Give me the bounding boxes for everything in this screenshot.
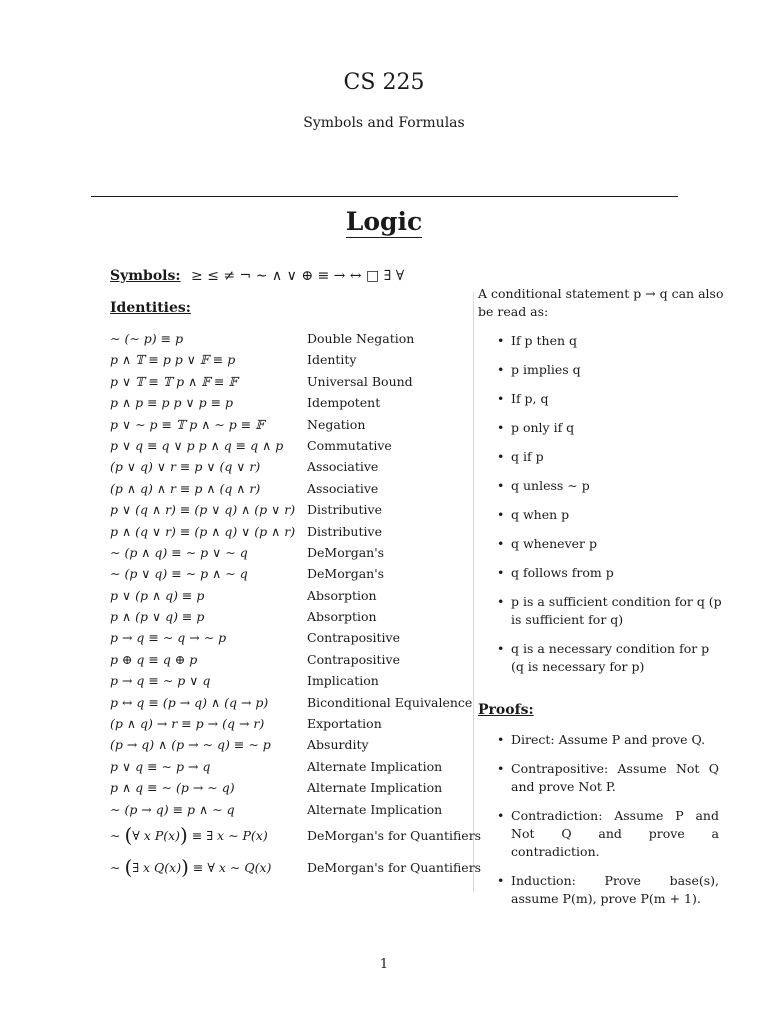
identity-formula: p ∧ (p ∨ q) ≡ p — [110, 609, 205, 625]
section-title-text: Logic — [345, 207, 423, 236]
identity-row — [110, 331, 472, 352]
identity-formula: (p → q) ∧ (p → ∼ q) ≡ ∼ p — [110, 737, 271, 753]
identity-row — [110, 524, 472, 545]
reading-text: p implies q — [511, 362, 581, 377]
symbols-label: Symbols: — [110, 268, 181, 284]
identity-row — [110, 438, 472, 459]
reading-text: If p then q — [511, 333, 578, 348]
negation-symbol: ∼ — [110, 827, 121, 843]
identity-formula: (p ∧ q) ∧ r ≡ p ∧ (q ∧ r) — [110, 480, 261, 496]
bullet: • — [497, 536, 505, 551]
list-item — [497, 731, 719, 749]
identity-name: DeMorgan's for Quantifiers — [307, 859, 482, 875]
negation-symbol: ∼ — [110, 859, 121, 875]
proofs-list — [497, 731, 719, 919]
identity-formula: p ∨ (q ∧ r) ≡ (p ∨ q) ∧ (p ∨ r) — [110, 502, 296, 518]
bullet: • — [497, 565, 505, 580]
page-number: 1 — [379, 957, 389, 972]
identity-name: Distributive — [307, 523, 382, 539]
list-item — [497, 477, 722, 495]
quantifier-formula — [110, 854, 272, 879]
reading-text: q if p — [511, 449, 544, 464]
identity-row — [110, 481, 472, 502]
identity-row — [110, 759, 472, 780]
list-item — [497, 760, 719, 796]
identity-formula: ∼ (p ∧ q) ≡ ∼ p ∨ ∼ q — [110, 544, 248, 560]
bullet: • — [497, 507, 505, 522]
identity-name: Implication — [307, 673, 379, 689]
conditional-readings-list — [497, 332, 722, 687]
identity-formula: p ∨ ∼ p ≡ 𝕋 p ∧ ∼ p ≡ 𝔽 — [110, 416, 265, 432]
identity-name: Absurdity — [307, 737, 369, 753]
proof-text: Induction: Prove base(s), assume P(m), prove P(m + 1). — [511, 873, 719, 906]
identity-name: Associative — [307, 480, 379, 496]
identity-formula: ∼ (p → q) ≡ p ∧ ∼ q — [110, 801, 235, 817]
reading-text: q when p — [511, 507, 570, 522]
reading-text: p is a sufficient condition for q (p is sufficient for q) — [511, 594, 722, 627]
identity-name: Absorption — [307, 609, 377, 625]
quantifier-formula — [110, 822, 268, 847]
identity-row — [110, 609, 472, 630]
identity-name: Negation — [307, 416, 366, 432]
identity-formula: p → q ≡ ∼ p ∨ q — [110, 673, 211, 689]
column-divider — [473, 292, 474, 892]
reading-text: q whenever p — [511, 536, 597, 551]
proof-text: Contradiction: Assume P and Not Q and prove a contradiction. — [511, 808, 719, 859]
bullet: • — [497, 391, 505, 406]
identity-row — [110, 630, 472, 651]
list-item — [497, 390, 722, 408]
bullet: • — [497, 808, 505, 823]
identity-name: Contrapositive — [307, 651, 401, 667]
proofs-heading: Proofs: — [478, 702, 534, 718]
identity-formula: p ∧ p ≡ p p ∨ p ≡ p — [110, 395, 234, 411]
identity-name: Associative — [307, 459, 379, 475]
quantifier-row — [110, 854, 482, 887]
close-paren: ) — [180, 822, 188, 847]
conditional-intro: A conditional statement p → q can also be read as: — [478, 286, 724, 319]
close-paren: ) — [181, 854, 189, 879]
identity-name: DeMorgan's for Quantifiers — [307, 827, 482, 843]
identity-formula: p ∨ q ≡ ∼ p → q — [110, 758, 211, 774]
list-item — [497, 593, 722, 629]
horizontal-rule — [91, 196, 678, 197]
identity-name: Universal Bound — [307, 373, 413, 389]
identity-formula: p ∨ 𝕋 ≡ 𝕋 p ∧ 𝔽 ≡ 𝔽 — [110, 373, 238, 389]
identity-formula: p → q ≡ ∼ q → ∼ p — [110, 630, 227, 646]
identities-heading: Identities: — [110, 300, 191, 316]
proof-text: Contrapositive: Assume Not Q and prove Not P. — [511, 761, 719, 794]
list-item — [497, 419, 722, 437]
identity-row — [110, 588, 472, 609]
bullet: • — [497, 873, 505, 888]
reading-text: p only if q — [511, 420, 575, 435]
identity-formula: p ∧ (q ∨ r) ≡ (p ∧ q) ∨ (p ∧ r) — [110, 523, 296, 539]
quantifier-rhs: ≡ ∃ x ∼ P(x) — [191, 827, 268, 843]
quantifier-inner: ∀ x P(x) — [132, 827, 181, 843]
section-title — [0, 207, 768, 236]
identity-row — [110, 780, 472, 801]
identity-formula: (p ∨ q) ∨ r ≡ p ∨ (q ∨ r) — [110, 459, 261, 475]
bullet: • — [497, 362, 505, 377]
list-item — [497, 506, 722, 524]
identity-formula: p ⊕ q ≡ q ⊕ p — [110, 651, 198, 667]
reading-text: q unless ∼ p — [511, 478, 590, 493]
identity-name: Alternate Implication — [307, 780, 443, 796]
bullet: • — [497, 333, 505, 348]
identity-row — [110, 395, 472, 416]
list-item — [497, 332, 722, 350]
bullet: • — [497, 420, 505, 435]
list-item — [497, 640, 722, 676]
list-item — [497, 361, 722, 379]
list-item — [497, 564, 722, 582]
document-subtitle: Symbols and Formulas — [303, 115, 465, 131]
quantifier-rhs: ≡ ∀ x ∼ Q(x) — [192, 859, 272, 875]
identity-formula: p ∧ 𝕋 ≡ p p ∨ 𝔽 ≡ p — [110, 352, 236, 368]
identity-formula: ∼ (p ∨ q) ≡ ∼ p ∧ ∼ q — [110, 566, 248, 582]
symbols-list: ≥ ≤ ≠ ¬ ∼ ∧ ∨ ⊕ ≡ → ↔ □ ∃ ∀ — [191, 268, 405, 284]
identity-name: Identity — [307, 352, 357, 368]
identity-name: Commutative — [307, 437, 392, 453]
identity-row — [110, 695, 472, 716]
reading-text: q follows from p — [511, 565, 614, 580]
identity-row — [110, 652, 472, 673]
bullet: • — [497, 449, 505, 464]
identity-formula: p ↔ q ≡ (p → q) ∧ (q → p) — [110, 694, 269, 710]
list-item — [497, 535, 722, 553]
identity-formula: (p ∧ q) → r ≡ p → (q → r) — [110, 716, 265, 732]
list-item — [497, 807, 719, 861]
course-title: CS 225 — [343, 70, 425, 95]
quantifier-row — [110, 822, 482, 855]
identity-table — [110, 331, 482, 887]
bullet: • — [497, 641, 505, 656]
identity-formula: p ∨ (p ∧ q) ≡ p — [110, 587, 205, 603]
bullet: • — [497, 478, 505, 493]
identity-row — [110, 716, 472, 737]
identity-formula: p ∨ q ≡ q ∨ p p ∧ q ≡ q ∧ p — [110, 437, 284, 453]
identity-row — [110, 673, 472, 694]
list-item — [497, 448, 722, 466]
list-item — [497, 872, 719, 908]
identity-row — [110, 352, 472, 373]
identity-row — [110, 374, 472, 395]
bullet: • — [497, 732, 505, 747]
quantifier-inner: ∃ x Q(x) — [132, 859, 182, 875]
identity-name: Biconditional Equivalence — [307, 694, 473, 710]
symbols-line — [110, 268, 404, 284]
identity-row — [110, 417, 472, 438]
identity-name: Alternate Implication — [307, 801, 443, 817]
identity-name: Absorption — [307, 587, 377, 603]
identity-name: Contrapositive — [307, 630, 401, 646]
identity-row — [110, 545, 472, 566]
identity-row — [110, 802, 472, 823]
proof-text: Direct: Assume P and prove Q. — [511, 732, 706, 747]
reading-text: If p, q — [511, 391, 549, 406]
identity-formula: ∼ (∼ p) ≡ p — [110, 331, 184, 346]
open-paren: ( — [124, 854, 133, 879]
identity-name: Idempotent — [307, 395, 381, 411]
identity-formula: p ∧ q ≡ ∼ (p → ∼ q) — [110, 780, 235, 796]
bullet: • — [497, 594, 505, 609]
open-paren: ( — [124, 822, 133, 847]
identity-name: DeMorgan's — [307, 566, 385, 582]
identity-row — [110, 737, 472, 758]
identity-name: Exportation — [307, 716, 382, 732]
reading-text: q is a necessary condition for p (q is necessary for p) — [511, 641, 710, 674]
identity-row — [110, 566, 472, 587]
bullet: • — [497, 761, 505, 776]
identity-row — [110, 459, 472, 480]
identity-name: Alternate Implication — [307, 758, 443, 774]
identity-name: DeMorgan's — [307, 544, 385, 560]
identity-name: Distributive — [307, 502, 382, 518]
identity-name: Double Negation — [307, 331, 415, 346]
identity-row — [110, 502, 472, 523]
